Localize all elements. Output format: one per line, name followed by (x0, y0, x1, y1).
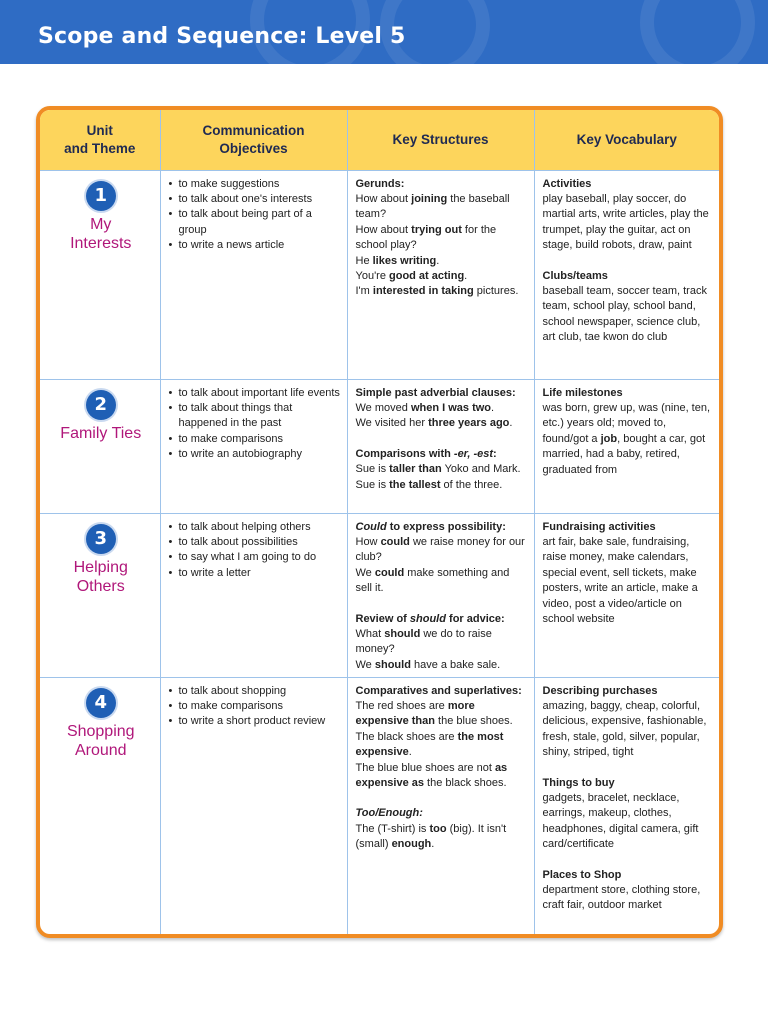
structure-example: Sue is the tallest of the three. (355, 478, 503, 491)
unit-title: My Interests (70, 215, 132, 252)
vocabulary-list: was born, grew up, was (nine, ten, etc.) years old; moved to, found/got a job, bought a car, got married, had a baby, retired, graduated from (542, 401, 711, 476)
objective-item: • to write a letter (169, 566, 341, 581)
vocabulary-heading: Activities (542, 177, 592, 190)
structures-cell (347, 170, 534, 379)
structure-example: How could we raise money for our club? (355, 535, 525, 564)
vocabulary-list: art fair, bake sale, fundraising, raise money, make calendars, special event, sell tickets, make posters, write an article, make a video, post a video/article on school website (542, 535, 698, 625)
structure-heading: Could to express possibility: (355, 520, 506, 533)
unit-number-badge: 3 (86, 524, 116, 554)
header-key-structures: Key Structures (347, 110, 534, 170)
vocabulary-heading: Places to Shop (542, 868, 622, 881)
header-key-vocabulary: Key Vocabulary (534, 110, 719, 170)
structure-heading: Simple past adverbial clauses: (355, 386, 516, 399)
vocabulary-heading: Clubs/teams (542, 269, 608, 282)
objective-item: • to talk about things that happened in the past (169, 401, 341, 432)
unit-theme-cell (40, 170, 160, 379)
structure-example: Sue is taller than Yoko and Mark. (355, 463, 521, 476)
objective-item: • to talk about being part of a group (169, 207, 341, 238)
objectives-cell (160, 677, 347, 934)
structure-example: We could make something and sell it. (355, 566, 510, 595)
vocabulary-cell (534, 170, 719, 379)
header-unit-line2: and Theme (64, 140, 136, 156)
objective-item: • to make comparisons (169, 699, 341, 714)
unit-theme-cell (40, 677, 160, 934)
structure-example: I'm interested in taking pictures. (355, 285, 519, 298)
objective-item: • to talk about possibilities (169, 535, 341, 550)
structure-example: How about joining the baseball team? (355, 192, 510, 221)
structure-example: You're good at acting. (355, 269, 468, 282)
structure-heading: Review of should for advice: (355, 612, 505, 625)
structures-cell (347, 677, 534, 934)
page-banner (0, 0, 768, 64)
objective-item: • to write an autobiography (169, 447, 341, 462)
header-unit-line1: Unit (86, 122, 113, 138)
structure-heading: Gerunds: (355, 177, 405, 190)
vocabulary-heading: Life milestones (542, 386, 623, 399)
vocabulary-list: amazing, baggy, cheap, colorful, delicious, expensive, fashionable, fresh, stale, gold, silver, popular, shiny, striped, tight (542, 699, 707, 759)
unit-number-badge: 4 (86, 688, 116, 718)
page-title: Scope and Sequence: Level 5 (38, 24, 406, 49)
vocabulary-list: baseball team, soccer team, track team, school play, school band, school newspaper, science club, art club, tae kwon do club (542, 284, 707, 344)
structure-example: The (T-shirt) is too (big). It isn't (small) enough. (355, 822, 507, 851)
structure-example: We visited her three years ago. (355, 417, 513, 430)
objective-item: • to write a news article (169, 238, 341, 253)
unit-title: Family Ties (60, 424, 142, 442)
structure-example: The red shoes are more expensive than the blue shoes. (355, 699, 513, 728)
vocabulary-list: gadgets, bracelet, necklace, earrings, makeup, clothes, headphones, digital camera, gift card/certificate (542, 791, 699, 851)
structure-example: We moved when I was two. (355, 401, 495, 414)
objective-item: • to talk about helping others (169, 520, 341, 535)
objective-item: • to say what I am going to do (169, 550, 341, 565)
unit-title: Helping Others (73, 558, 128, 595)
objective-item: • to talk about important life events (169, 386, 341, 401)
vocabulary-heading: Fundraising activities (542, 520, 656, 533)
objective-item: • to make comparisons (169, 432, 341, 447)
structure-heading: Too/Enough: (355, 807, 423, 820)
unit-row-4 (40, 677, 719, 934)
structure-example: The black shoes are the most expensive. (355, 730, 504, 759)
objective-item: • to write a short product review (169, 714, 341, 729)
objective-item: • to talk about shopping (169, 684, 341, 699)
objectives-cell (160, 170, 347, 379)
unit-row-3 (40, 513, 719, 677)
unit-number-badge: 2 (86, 390, 116, 420)
structure-example: How about trying out for the school play? (355, 223, 497, 252)
vocabulary-cell (534, 677, 719, 934)
structures-cell (347, 513, 534, 677)
vocabulary-cell (534, 379, 719, 513)
header-row (40, 110, 719, 170)
structure-heading: Comparisons with -er, -est: (355, 447, 497, 460)
unit-row-1 (40, 170, 719, 379)
vocabulary-cell (534, 513, 719, 677)
vocabulary-heading: Describing purchases (542, 684, 658, 697)
vocabulary-list: department store, clothing store, craft fair, outdoor market (542, 883, 701, 912)
structure-example: We should have a bake sale. (355, 658, 501, 671)
scope-sequence-table (36, 106, 723, 938)
header-objectives-line2: Objectives (219, 140, 288, 156)
structure-example: He likes writing. (355, 254, 440, 267)
structures-cell (347, 379, 534, 513)
objectives-cell (160, 379, 347, 513)
vocabulary-list: play baseball, play soccer, do martial arts, write articles, play the trumpet, play the guitar, act on stage, build robots, draw, paint (542, 192, 709, 252)
objective-item: • to talk about one's interests (169, 192, 341, 207)
unit-number-badge: 1 (86, 181, 116, 211)
header-unit-theme (40, 110, 160, 170)
objectives-cell (160, 513, 347, 677)
unit-theme-cell (40, 513, 160, 677)
unit-theme-cell (40, 379, 160, 513)
unit-title: Shopping Around (66, 722, 135, 759)
header-communication-objectives (160, 110, 347, 170)
unit-row-2 (40, 379, 719, 513)
header-objectives-line1: Communication (202, 122, 305, 138)
objective-item: • to make suggestions (169, 177, 341, 192)
vocabulary-heading: Things to buy (542, 776, 615, 789)
structure-example: What should we do to raise money? (355, 627, 492, 656)
structure-heading: Comparatives and superlatives: (355, 684, 522, 697)
structure-example: The blue blue shoes are not as expensive as the black shoes. (355, 761, 508, 789)
